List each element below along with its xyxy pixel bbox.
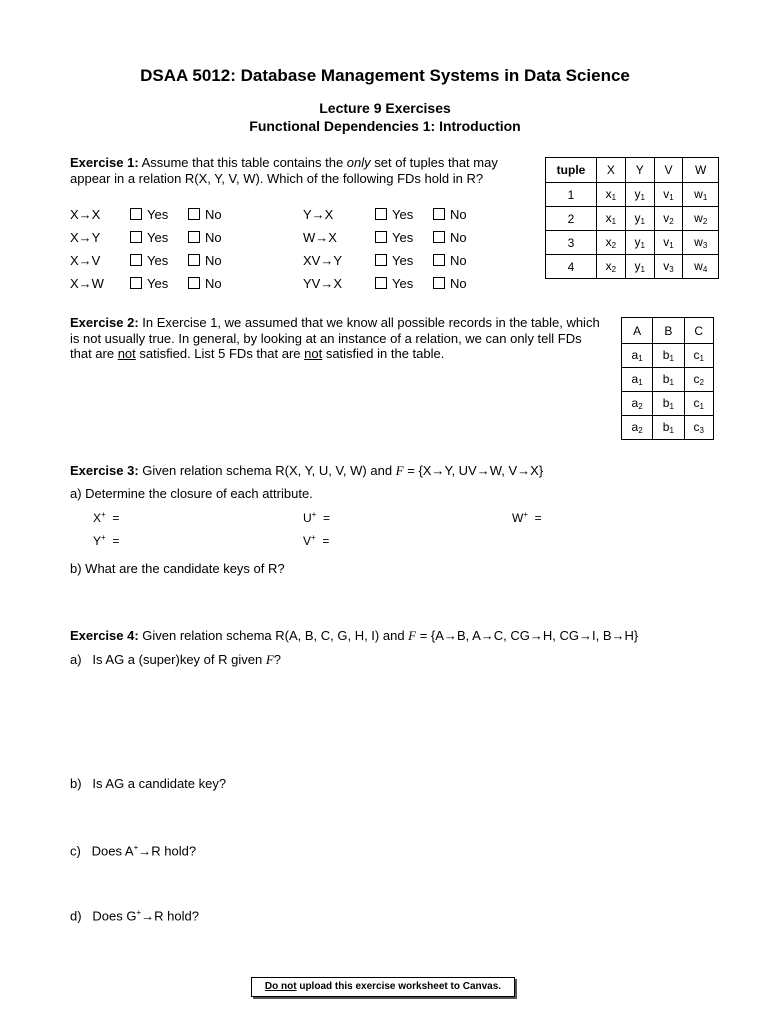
fd-yes-option[interactable]: Yes (130, 207, 168, 222)
table-row: $a_1$ $b_1$ $c_1$ (622, 344, 714, 368)
exercise-4-prompt: Exercise 4: Given relation schema R(A, B, C, G, H, I) and F = {A→B, A→C, CG→H, CG→I, B→H} (70, 628, 639, 643)
checkbox[interactable] (130, 231, 142, 243)
checkbox[interactable] (188, 277, 200, 289)
exercise-4-question-c: c) Does A+→R hold? (70, 843, 197, 859)
checkbox[interactable] (433, 208, 445, 220)
exercise-3-prompt: Exercise 3: Given relation schema R(X, Y, U, V, W) and F = {X→Y, UV→W, V→X} (70, 463, 544, 478)
exercise-1-table (545, 157, 719, 279)
fd-label: X→V (70, 253, 101, 268)
upload-notice: Do not upload this exercise worksheet to Canvas. (251, 977, 515, 997)
fd-no-option[interactable]: No (188, 253, 222, 268)
fd-label: W→X (303, 230, 337, 245)
topic-title: Functional Dependencies 1: Introduction (249, 118, 521, 134)
table-row: 1 $x_1$ $y_1$ $v_1$ $w_1$ (546, 183, 719, 207)
fd-no-option[interactable]: No (188, 207, 222, 222)
exercise-3-question-a: a) Determine the closure of each attribute. (70, 486, 313, 501)
lecture-title: Lecture 9 Exercises (319, 100, 451, 116)
checkbox[interactable] (130, 254, 142, 266)
fd-no-option[interactable]: No (433, 276, 467, 291)
fd-yes-option[interactable]: Yes (375, 207, 413, 222)
exercise-4-label: Exercise 4: (70, 628, 139, 643)
fd-yes-option[interactable]: Yes (130, 230, 168, 245)
checkbox[interactable] (375, 231, 387, 243)
checkbox[interactable] (433, 254, 445, 266)
fd-label: X→Y (70, 230, 101, 245)
table-row: 2 $x_1$ $y_1$ $v_2$ $w_2$ (546, 207, 719, 231)
table-row: $a_2$ $b_1$ $c_1$ (622, 392, 714, 416)
exercise-4-question-a: a) Is AG a (super)key of R given F? (70, 652, 281, 667)
closure-y: Y+ = (93, 533, 120, 548)
table-header-row: A B C (622, 318, 714, 344)
closure-u: U+ = (303, 510, 331, 525)
exercise-3-question-b: b) What are the candidate keys of R? (70, 561, 285, 576)
checkbox[interactable] (433, 277, 445, 289)
closure-v: V+ = (303, 533, 330, 548)
checkbox[interactable] (375, 254, 387, 266)
exercise-4-question-b: b) Is AG a candidate key? (70, 776, 227, 791)
closure-w: W+ = (512, 510, 542, 525)
fd-yes-option[interactable]: Yes (130, 253, 168, 268)
exercise-2-table (621, 317, 714, 440)
table-row: $a_2$ $b_1$ $c_3$ (622, 416, 714, 440)
fd-yes-option[interactable]: Yes (375, 230, 413, 245)
fd-yes-option[interactable]: Yes (375, 253, 413, 268)
closure-x: X+ = (93, 510, 120, 525)
checkbox[interactable] (188, 254, 200, 266)
fd-label: X→W (70, 276, 104, 291)
exercise-3-label: Exercise 3: (70, 463, 139, 478)
exercise-4-question-d: d) Does G+→R hold? (70, 908, 199, 924)
fd-label: Y→X (303, 207, 334, 222)
fd-label: YV→X (303, 276, 343, 291)
fd-no-option[interactable]: No (433, 207, 467, 222)
table-row: 4 $x_2$ $y_1$ $v_3$ $w_4$ (546, 255, 719, 279)
table-row: $a_1$ $b_1$ $c_2$ (622, 368, 714, 392)
table-header-row: tuple X Y V W (546, 158, 719, 183)
page-title: DSAA 5012: Database Management Systems in Data Science (140, 66, 630, 85)
fd-no-option[interactable]: No (433, 253, 467, 268)
checkbox[interactable] (188, 231, 200, 243)
exercise-1-label: Exercise 1: (70, 155, 139, 170)
exercise-1-prompt: Exercise 1: Assume that this table contains the only set of tuples that may appear in a relation R(X, Y, V, W). Which of the following FDs hold in R? (70, 155, 498, 186)
checkbox[interactable] (375, 277, 387, 289)
exercise-2-prompt: Exercise 2: In Exercise 1, we assumed that we know all possible records in the table, which is not usually true. In general, by looking at an instance of a relation, we can only tell FDs that are not satisfied. List 5 FDs that are not satisfied in the table. (70, 315, 600, 362)
checkbox[interactable] (130, 277, 142, 289)
checkbox[interactable] (375, 208, 387, 220)
fd-no-option[interactable]: No (188, 230, 222, 245)
checkbox[interactable] (433, 231, 445, 243)
fd-label: XV→Y (303, 253, 343, 268)
fd-yes-option[interactable]: Yes (375, 276, 413, 291)
fd-yes-option[interactable]: Yes (130, 276, 168, 291)
table-row: 3 $x_2$ $y_1$ $v_1$ $w_3$ (546, 231, 719, 255)
fd-no-option[interactable]: No (433, 230, 467, 245)
fd-label: X→X (70, 207, 101, 222)
checkbox[interactable] (130, 208, 142, 220)
fd-no-option[interactable]: No (188, 276, 222, 291)
exercise-2-label: Exercise 2: (70, 315, 139, 330)
checkbox[interactable] (188, 208, 200, 220)
